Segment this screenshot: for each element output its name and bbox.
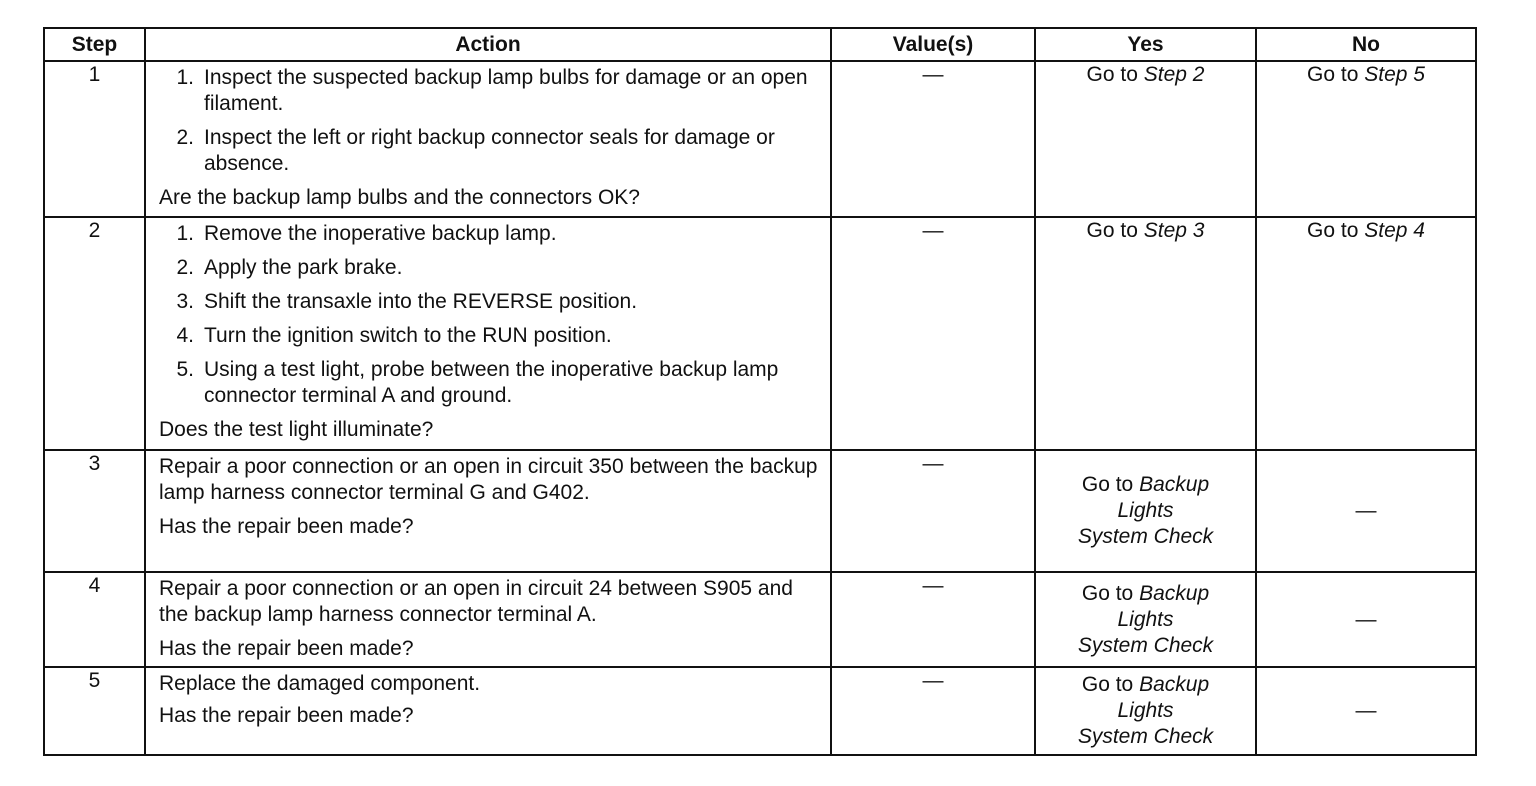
empty-value-dash: — [922, 63, 944, 86]
no-cell [1256, 450, 1476, 572]
yes-cell [1035, 450, 1256, 572]
empty-value-dash: — [1355, 499, 1377, 522]
action-list-item: 2. Inspect the left or right backup connector seals for damage or absence. [176, 126, 775, 175]
action-cell [145, 217, 831, 450]
yes-system-check-link[interactable]: Go to Backup Lights System Check [1077, 473, 1214, 548]
no-cell [1256, 667, 1476, 755]
action-list-item: 2. Apply the park brake. [176, 256, 403, 279]
yes-cell [1035, 572, 1256, 667]
table-row [44, 217, 1476, 450]
header-row [44, 28, 1476, 61]
action-question: Are the backup lamp bulbs and the connectors OK? [159, 186, 640, 209]
action-list-item: 1. Remove the inoperative backup lamp. [176, 222, 557, 245]
header-values: Value(s) [831, 28, 1035, 61]
no-step-link[interactable]: Step 5 [1364, 63, 1425, 86]
action-list-item: 1. Inspect the suspected backup lamp bulbs for damage or an open filament. [176, 66, 808, 115]
yes-cell: Go to Step 3 [1035, 217, 1256, 450]
action-cell [145, 572, 831, 667]
step-number: 4 [44, 572, 145, 667]
action-cell [145, 450, 831, 572]
yes-step-link[interactable]: Step 3 [1143, 219, 1205, 242]
value-cell [831, 450, 1035, 572]
action-text: Repair a poor connection or an open in circuit 24 between S905 and the backup lamp harness connector terminal A. [159, 577, 793, 626]
action-list-item: 5. Using a test light, probe between the inoperative backup lamp connector terminal A and ground. [176, 358, 779, 407]
step-number: 2 [44, 217, 145, 450]
empty-value-dash: — [922, 452, 944, 475]
no-step-link[interactable]: Step 4 [1364, 219, 1425, 242]
yes-cell [1035, 667, 1256, 755]
header-yes: Yes [1035, 28, 1256, 61]
header-action: Action [145, 28, 831, 61]
action-question: Has the repair been made? [159, 515, 414, 538]
action-text: Repair a poor connection or an open in circuit 350 between the backup lamp harness connector terminal G and G402. [159, 455, 818, 504]
value-cell [831, 61, 1035, 217]
action-question: Does the test light illuminate? [159, 418, 434, 441]
yes-step-link[interactable]: Step 2 [1143, 63, 1205, 86]
yes-system-check-link[interactable]: Go to Backup Lights System Check [1077, 581, 1214, 657]
step-number: 5 [44, 667, 145, 755]
table-row [44, 572, 1476, 667]
action-cell [145, 667, 831, 755]
action-question: Has the repair been made? [159, 637, 414, 660]
table-row [44, 61, 1476, 217]
step-number: 1 [44, 61, 145, 217]
header-step: Step [44, 28, 145, 61]
yes-cell: Go to Step 2 [1035, 61, 1256, 217]
value-cell [831, 217, 1035, 450]
empty-value-dash: — [1355, 607, 1377, 631]
action-text: Replace the damaged component. [159, 672, 481, 695]
action-cell [145, 61, 831, 217]
action-list-item: 3. Shift the transaxle into the REVERSE position. [176, 290, 638, 313]
action-question: Has the repair been made? [159, 704, 414, 727]
header-no: No [1256, 28, 1476, 61]
empty-value-dash: — [1355, 699, 1377, 722]
table-row [44, 667, 1476, 755]
table-row [44, 450, 1476, 572]
yes-system-check-link[interactable]: Go to Backup Lights System Check [1077, 673, 1214, 748]
action-list-item: 4. Turn the ignition switch to the RUN position. [176, 324, 612, 347]
no-cell: Go to Step 5 [1256, 61, 1476, 217]
value-cell [831, 667, 1035, 755]
value-cell [831, 572, 1035, 667]
step-number: 3 [44, 450, 145, 572]
empty-value-dash: — [922, 669, 944, 692]
diagnostic-table [43, 27, 1477, 756]
empty-value-dash: — [922, 219, 944, 242]
no-cell [1256, 572, 1476, 667]
empty-value-dash: — [922, 574, 944, 597]
no-cell: Go to Step 4 [1256, 217, 1476, 450]
